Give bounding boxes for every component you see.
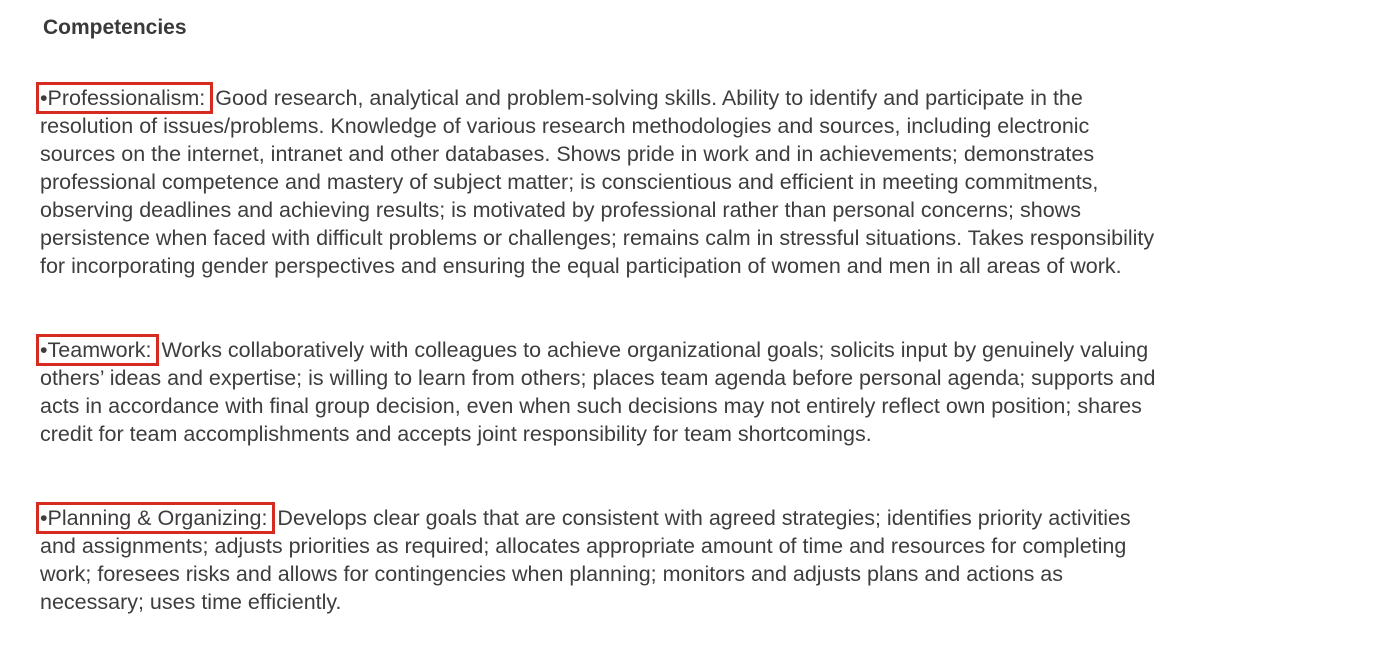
competency-label-teamwork: •Teamwork: (40, 338, 155, 362)
competency-text-planning-organizing: Develops clear goals that are consistent with agreed strategies; identifies priority activities and assignments; adjusts priorities as required; allocates appropriate amount of time and resources for completing work; foresees risks and allows for contingencies when planning; monitors and adjusts plans and actions as necessary; uses time efficiently. (40, 506, 1131, 614)
competency-label-professionalism: •Professionalism: (40, 86, 209, 110)
competency-label-planning-organizing: •Planning & Organizing: (40, 506, 271, 530)
competency-text-teamwork: Works collaboratively with colleagues to achieve organizational goals; solicits input by genuinely valuing others’ ideas and expertise; is willing to learn from others; places team agenda before personal agenda; supports and acts in accordance with final group decision, even when such decisions may not entirely reflect own position; shares credit for team accomplishments and accepts joint responsibility for team shortcomings. (40, 338, 1156, 446)
competency-text-professionalism: Good research, analytical and problem-solving skills. Ability to identify and participate in the resolution of issues/problems. Knowledge of various research methodologies and sources, including electronic sources on the internet, intranet and other databases. Shows pride in work and in achievements; demonstrates professional competence and mastery of subject matter; is conscientious and efficient in meeting commitments, observing deadlines and achieving results; is motivated by professional rather than personal concerns; shows persistence when faced with difficult problems or challenges; remains calm in stressful situations. Takes responsibility for incorporating gender perspectives and ensuring the equal participation of women and men in all areas of work. (40, 86, 1155, 278)
competency-professionalism (40, 84, 1170, 280)
section-heading: Competencies (43, 16, 187, 39)
competency-teamwork (40, 336, 1170, 448)
competency-planning-organizing (40, 504, 1170, 616)
